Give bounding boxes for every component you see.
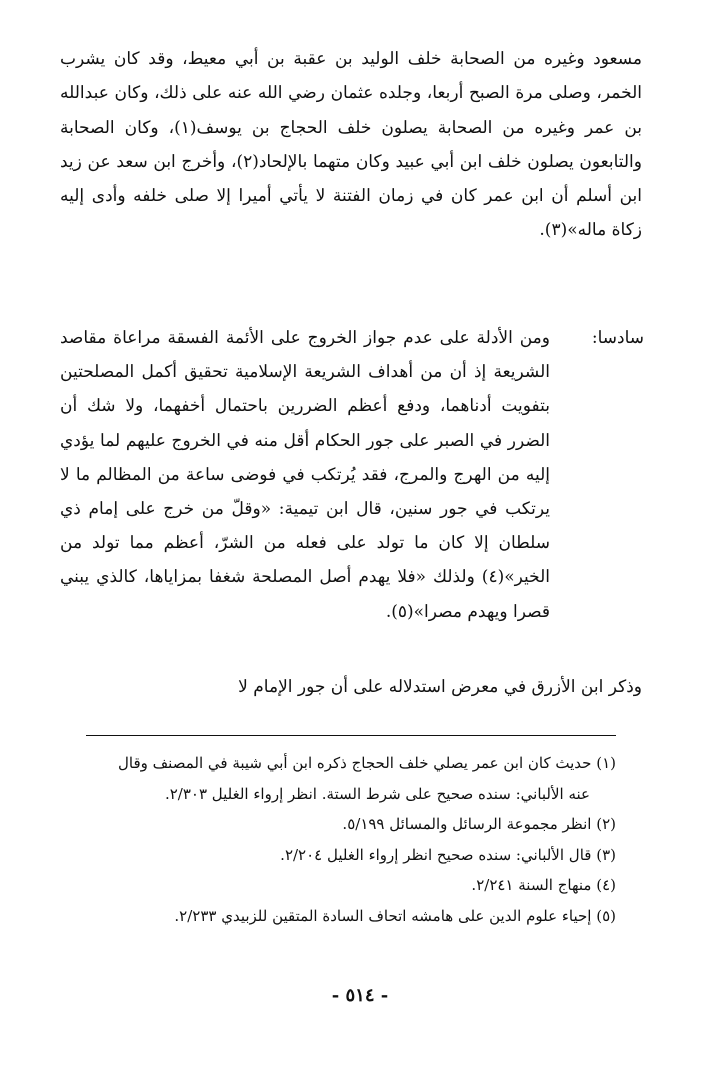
footnote-4-number: (٤) xyxy=(596,876,616,894)
footnote-2 xyxy=(78,809,616,840)
footnote-1-text: حديث كان ابن عمر يصلي خلف الحجاج ذكره ابن أبي شيبة في المصنف وقال xyxy=(117,754,592,772)
footnote-3-text: قال الألباني: سنده صحيح انظر إرواء الغليل ٢/٢٠٤. xyxy=(280,845,592,864)
footnote-3-number: (٣) xyxy=(596,845,616,864)
footnote-4 xyxy=(78,870,616,901)
footnote-5 xyxy=(78,901,616,932)
footnote-5-text: إحياء علوم الدين على هامشه اتحاف السادة المتقين للزبيدي ٢/٢٣٣. xyxy=(174,906,592,925)
footnote-2-number: (٢) xyxy=(596,815,616,833)
paragraph-1: مسعود وغيره من الصحابة خلف الوليد بن عقبة بن أبي معيط، وقد كان يشرب الخمر، وصلى مرة الصبح أربعا، وجلده عثمان رضي الله عنه على ذلك، وكان عبدالله بن عمر وغيره من الصحابة يصلون خلف الحجاج بن يوسف(١)، وكان الصحابة والتابعون يصلون خلف ابن أبي عبيد وكان متهما بالإلحاد(٢)، وأخرج ابن سعد عن زيد ابن أسلم أن ابن عمر كان في زمان الفتنة لا يأتي أميرا إلا صلى خلفه وأدى إليه زكاة ماله»(٣). xyxy=(60,49,642,241)
footnote-2-text: انظر مجموعة الرسائل والمسائل ٥/١٩٩. xyxy=(342,815,592,833)
paragraph-2-text: ومن الأدلة على عدم جواز الخروج على الأئمة الفسقة مراعاة مقاصد الشريعة إذ أن من أهداف الشريعة الإسلامية تحقيق أكمل المصلحتين بتفويت أدناهما، ودفع أعظم الضررين باحتمال أخفهما، ولا شك أن الضرر في الصبر على جور الحكام أقل منه في الخروج عليهم لما يؤدي إليه من الهرج والمرج، فقد يُرتكب في فوضى ساعة من المظالم ما لا يرتكب في جور سنين، قال ابن تيمية: «وقلّ من خرج على إمام ذي سلطان إلا كان ما تولد على فعله من الشرّ، أعظم مما تولد من الخير»(٤) ولذلك «فلا يهدم أصل المصلحة شغفا بمزاياها، كالذي يبني قصرا ويهدم مصرا»(٥). xyxy=(60,328,550,622)
footnote-4-text: منهاج السنة ٢/٢٤١. xyxy=(471,876,592,894)
paragraph-3: وذكر ابن الأزرق في معرض استدلاله على أن جور الإمام لا xyxy=(238,677,642,697)
paragraph-2 xyxy=(60,321,642,629)
paragraph-2-heading: سادسا: xyxy=(591,328,644,348)
footnote-3 xyxy=(78,840,616,871)
footnote-1-number: (١) xyxy=(596,754,616,772)
footnotes xyxy=(78,748,616,931)
footnote-5-number: (٥) xyxy=(596,906,616,925)
footnote-1-continuation: عنه الألباني: سنده صحيح على شرط الستة. انظر إرواء الغليل ٢/٣٠٣. xyxy=(164,784,590,803)
footnote-1 xyxy=(78,748,616,809)
page-number: - ٥١٤ - xyxy=(331,985,389,1006)
footnote-divider xyxy=(86,735,616,736)
